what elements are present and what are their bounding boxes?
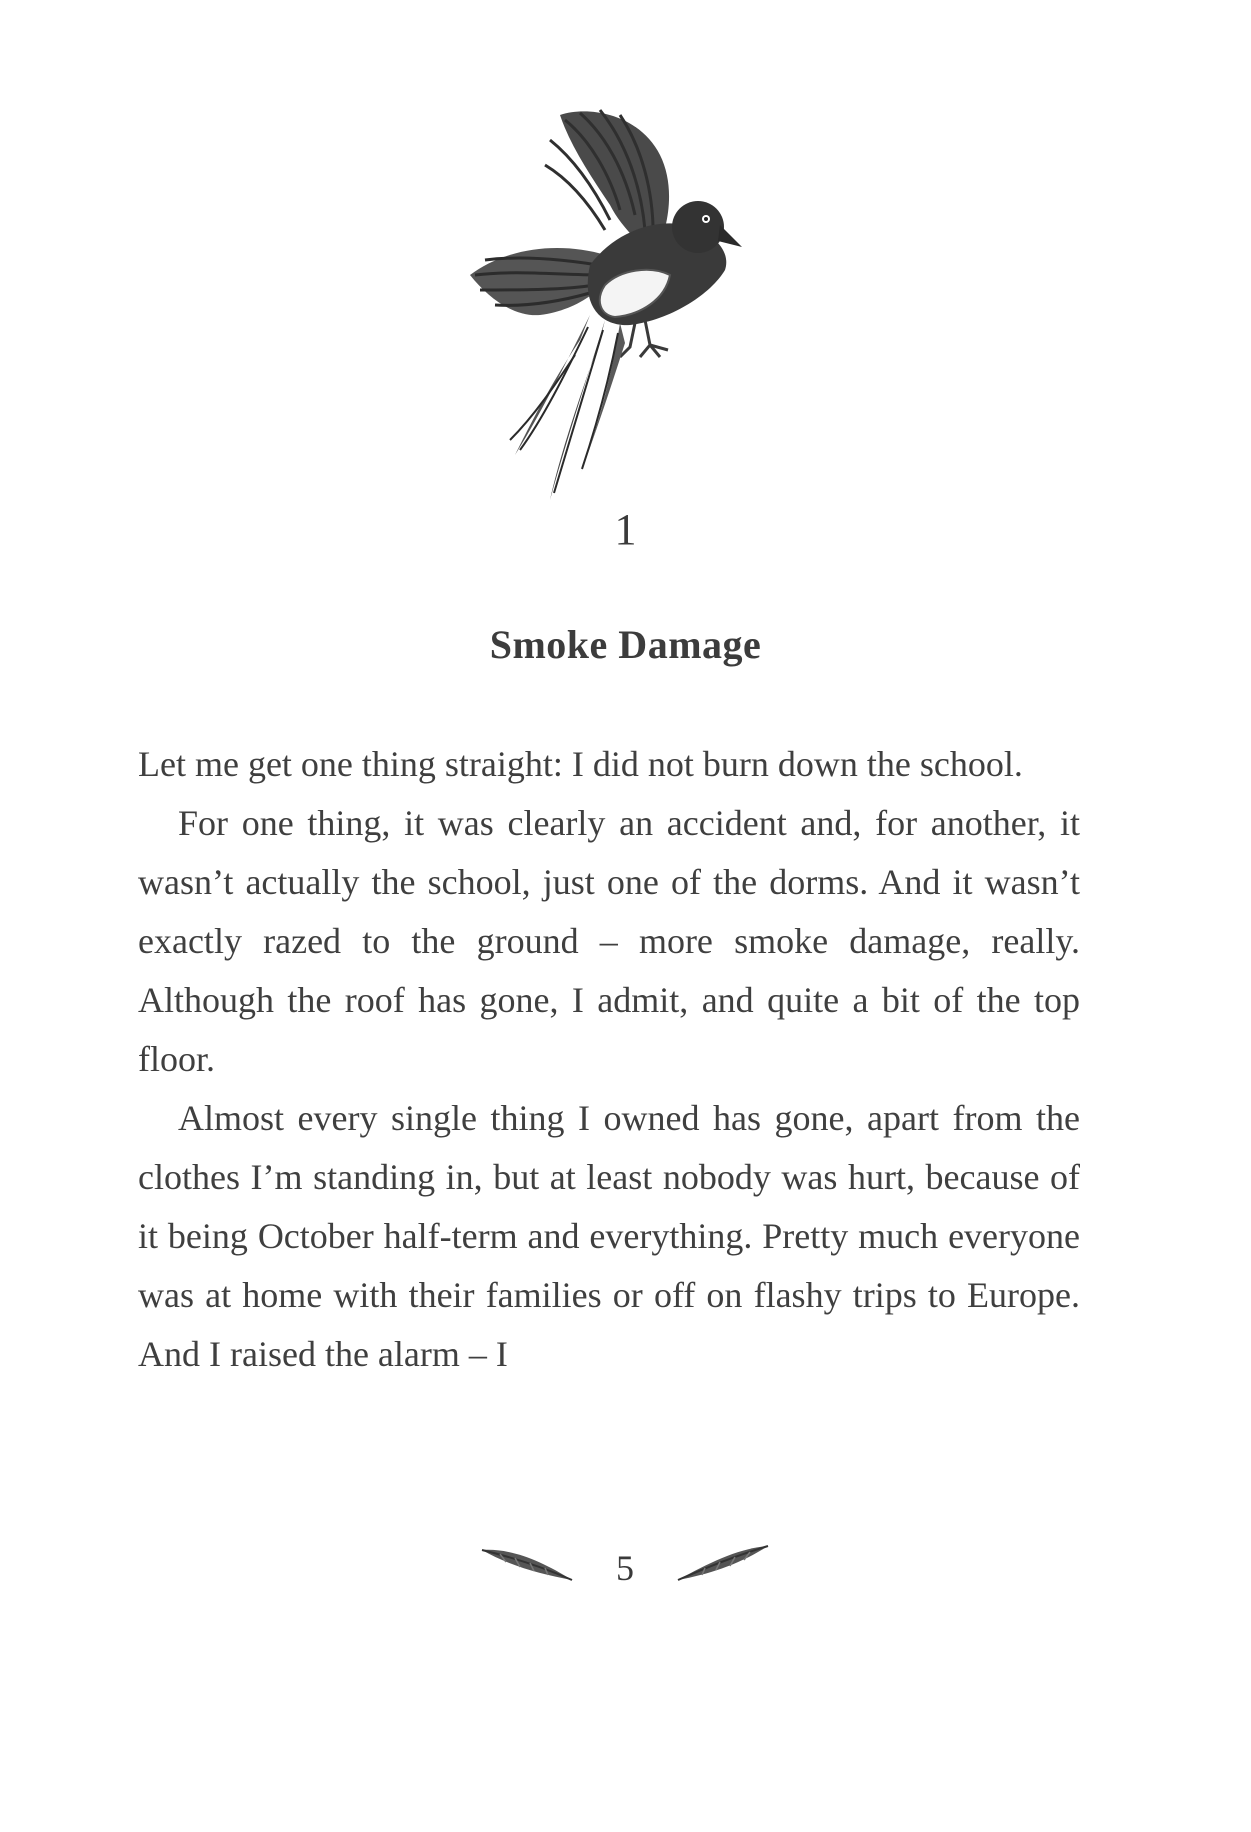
magpie-icon [470, 95, 770, 505]
paragraph: For one thing, it was clearly an accident and, for another, it wasn’t actually the school, just one of the dorms. And it wasn’t exactly razed to the ground – more smoke damage, really. Although the roof has gone, I admit, and quite a bit of the top floor. [138, 803, 1080, 1079]
chapter-number: 1 [614, 505, 637, 554]
page-number: 5 [616, 1548, 634, 1588]
paragraph: Let me get one thing straight: I did not burn down the school. [138, 744, 1023, 784]
chapter-body [138, 735, 1080, 1384]
paragraph: Almost every single thing I owned has gone, apart from the clothes I’m standing in, but at least nobody was hurt, because of it being October half-term and everything. Pretty much everyone was at home with their families or off on flashy trips to Europe. And I raised the alarm – I [138, 1098, 1080, 1374]
chapter-title: Smoke Damage [489, 622, 762, 667]
feather-right-icon [670, 1540, 770, 1590]
folio [480, 1540, 770, 1600]
